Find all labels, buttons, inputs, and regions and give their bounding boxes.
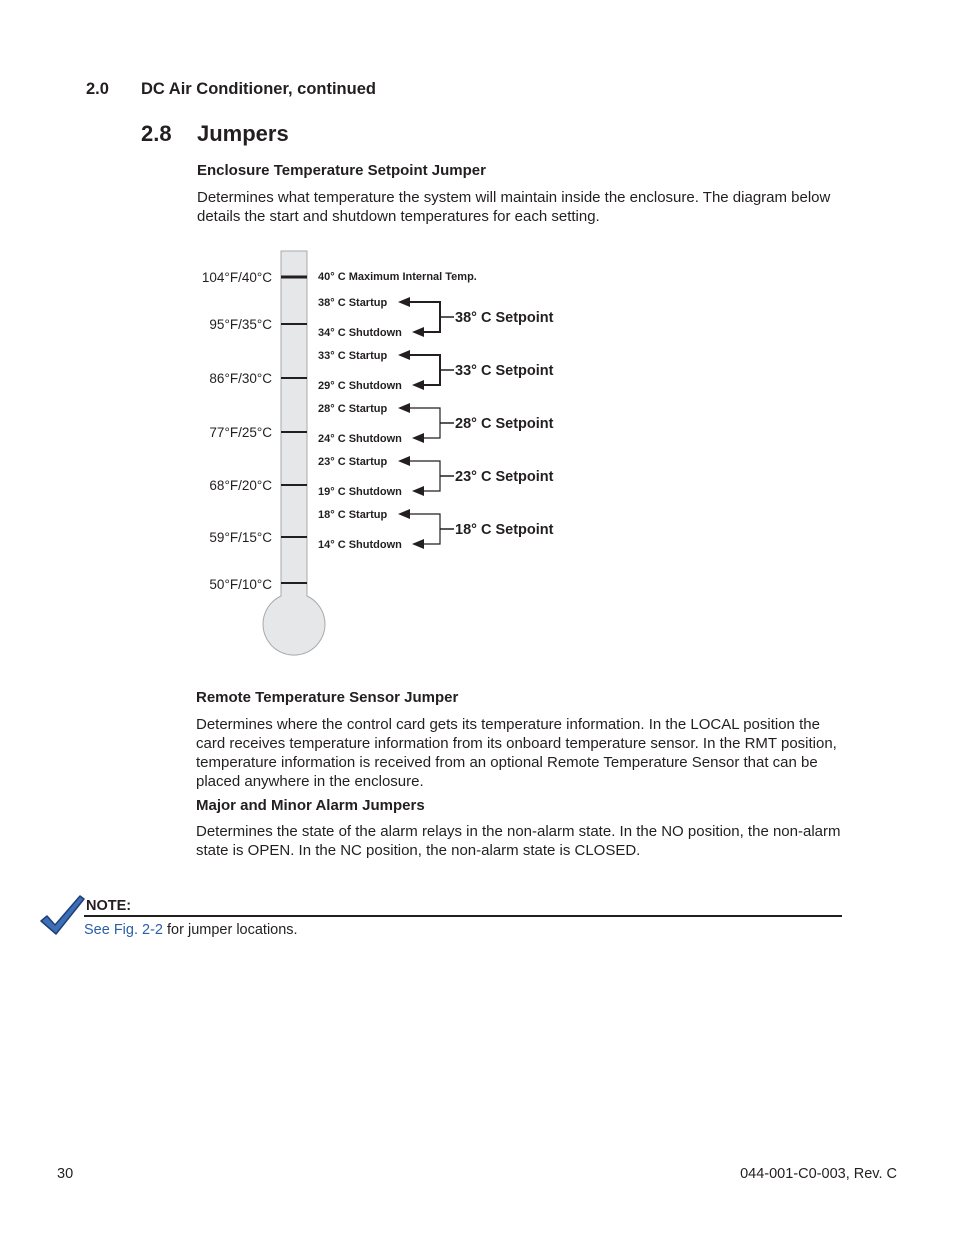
page-title-number: 2.8 [141, 121, 172, 146]
page-title-text: Jumpers [197, 121, 289, 146]
remote-body: Determines where the control card gets its temperature information. In the LOCAL position the card receives temperature information from its onboard temperature sensor. In the RMT position, temperature information is received from an optional Remote Temperature Sensor that can be placed anywhere in the enclosure. [196, 716, 837, 790]
note-label: NOTE: [86, 898, 132, 914]
tick-label: 86°F/30°C [209, 371, 272, 386]
document-id: 044-001-C0-003, Rev. C [740, 1166, 897, 1182]
setpoint-label: 23° C Setpoint [455, 469, 554, 485]
tick-label: 95°F/35°C [209, 317, 272, 332]
thermometer-outline [263, 251, 325, 655]
setpoint-group [318, 456, 554, 498]
shutdown-label: 34° C Shutdown [318, 327, 402, 339]
shutdown-label: 24° C Shutdown [318, 433, 402, 445]
tick-label: 104°F/40°C [201, 270, 272, 285]
shutdown-label: 19° C Shutdown [318, 486, 402, 498]
setpoint-group [318, 350, 554, 392]
max-temp-label: 40° C Maximum Internal Temp. [318, 271, 477, 283]
startup-label: 23° C Startup [318, 456, 388, 468]
setpoint-group [318, 297, 554, 339]
note-text [84, 922, 298, 938]
startup-label: 33° C Startup [318, 350, 388, 362]
tick-label: 77°F/25°C [209, 425, 272, 440]
alarm-heading: Major and Minor Alarm Jumpers [196, 797, 425, 814]
remote-heading: Remote Temperature Sensor Jumper [196, 689, 459, 706]
note-text-rest: for jumper locations. [163, 922, 298, 938]
setpoint-label: 28° C Setpoint [455, 416, 554, 432]
tick-label: 68°F/20°C [209, 478, 272, 493]
shutdown-label: 14° C Shutdown [318, 539, 402, 551]
fig-2-2-link[interactable]: See Fig. 2-2 [84, 922, 163, 938]
tick-label: 59°F/15°C [209, 530, 272, 545]
startup-label: 18° C Startup [318, 509, 388, 521]
page-number: 30 [57, 1166, 74, 1182]
section-title: DC Air Conditioner, continued [141, 80, 376, 98]
shutdown-label: 29° C Shutdown [318, 380, 402, 392]
setpoint-group [318, 403, 554, 445]
startup-label: 38° C Startup [318, 297, 388, 309]
checkmark-icon [38, 893, 86, 937]
setpoint-label: 38° C Setpoint [455, 310, 554, 326]
enclosure-body: Determines what temperature the system will maintain inside the enclosure. The diagram below details the start and shutdown temperatures for each setting. [197, 189, 831, 225]
enclosure-heading: Enclosure Temperature Setpoint Jumper [197, 162, 486, 179]
section-number: 2.0 [86, 80, 109, 98]
note-divider [84, 915, 842, 917]
alarm-body: Determines the state of the alarm relays in the non-alarm state. In the NO position, the non-alarm state is OPEN. In the NC position, the non-alarm state is CLOSED. [196, 823, 841, 859]
setpoint-label: 18° C Setpoint [455, 522, 554, 538]
setpoint-group [318, 509, 554, 551]
startup-label: 28° C Startup [318, 403, 388, 415]
setpoint-label: 33° C Setpoint [455, 363, 554, 379]
tick-label: 50°F/10°C [209, 577, 272, 592]
